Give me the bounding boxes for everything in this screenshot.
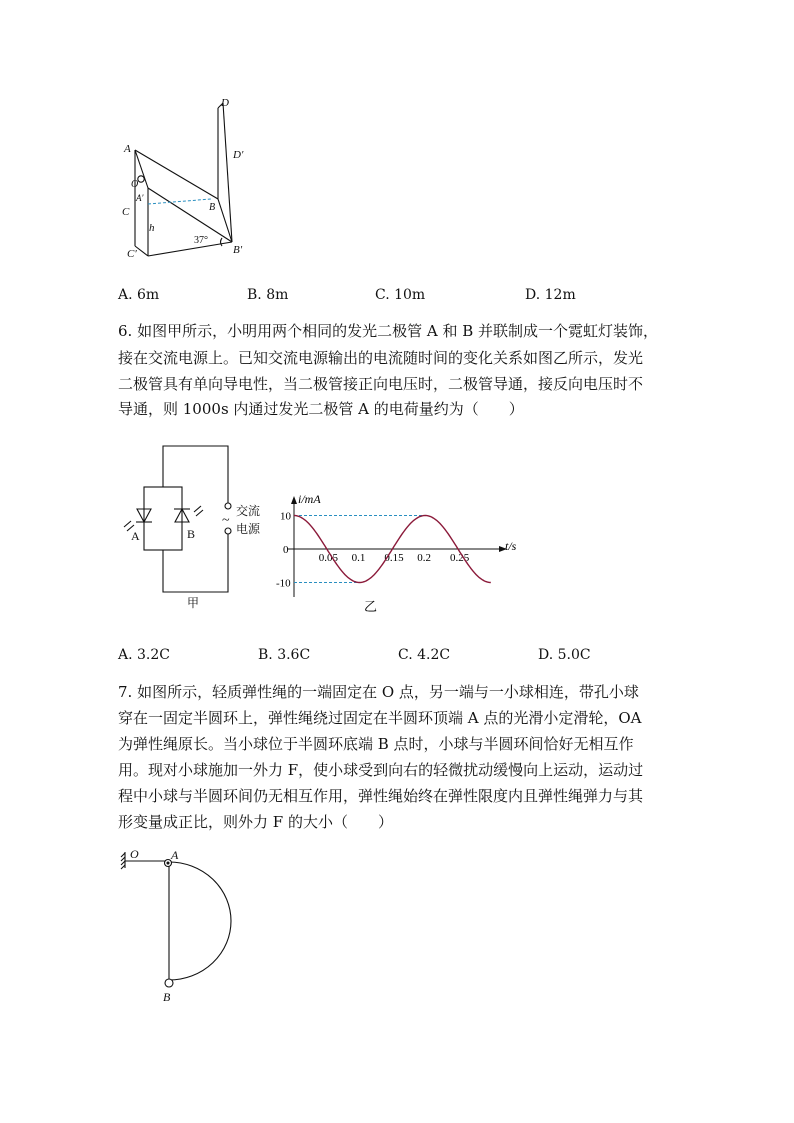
label-Dp: D′ <box>233 149 244 161</box>
label-A: A <box>124 143 131 155</box>
label-O: O <box>130 847 139 861</box>
y-axis-arrow <box>291 496 297 504</box>
semicircle-figure <box>115 845 245 1010</box>
ramp-figure <box>115 95 255 265</box>
ac-tilde: ~ <box>222 513 230 528</box>
q6-line-2: 接在交流电源上。已知交流电源输出的电流随时间的变化关系如图乙所示，发光 <box>118 349 644 367</box>
q7-line-2: 穿在一固定半圆环上，弹性绳绕过固定在半圆环顶端 A 点的光滑小定滑轮，OA <box>118 709 642 727</box>
label-B: B <box>209 202 216 213</box>
q6-line-4: 导通，则 1000s 内通过发光二极管 A 的电荷量约为（ ） <box>118 400 524 418</box>
q7-line-6: 形变量成正比，则外力 F 的大小（ ） <box>118 813 393 831</box>
q6-option-d: D. 5.0C <box>538 647 591 663</box>
label-O: O <box>131 179 139 190</box>
q6-option-b: B. 3.6C <box>258 647 311 663</box>
x-tick-label: 0.25 <box>450 552 470 564</box>
diode-b-label: B <box>187 527 196 541</box>
circuit-diagram <box>115 440 275 615</box>
source-label-1: 交流 <box>236 504 261 518</box>
q7-line-4: 用。现对小球施加一外力 F，使小球受到向右的轻微扰动缓慢向上运动，运动过 <box>118 761 644 779</box>
source-label-2: 电源 <box>236 522 261 536</box>
current-graph <box>276 488 520 616</box>
q5-option-a: A. 6m <box>118 287 160 303</box>
q6-line-1: 6. 如图甲所示，小明用两个相同的发光二极管 A 和 B 并联制成一个霓虹灯装饰， <box>118 322 659 340</box>
label-B: B <box>163 990 171 1004</box>
label-A: A <box>171 848 179 862</box>
x-tick-label: 0.15 <box>384 552 404 564</box>
label-D: D <box>221 97 229 109</box>
label-Bp: B′ <box>233 244 243 256</box>
x-tick-label: 0 <box>283 544 289 556</box>
label-h: h <box>149 222 155 234</box>
diode-a-label: A <box>131 529 140 543</box>
q7-line-1: 7. 如图所示，轻质弹性绳的一端固定在 O 点，另一端与一小球相连，带孔小球 <box>118 683 639 701</box>
label-Ap: A′ <box>136 193 144 203</box>
q6-option-c: C. 4.2C <box>398 647 451 663</box>
x-tick-label: 0.1 <box>351 552 366 564</box>
x-tick-label: 0.2 <box>417 552 431 564</box>
y-tick-label: 10 <box>280 510 291 523</box>
y-axis-label: i/mA <box>298 492 321 506</box>
x-tick-label: 0.05 <box>318 552 339 564</box>
q5-option-c: C. 10m <box>375 287 426 303</box>
q6-line-3: 二极管具有单向导电性，当二极管接正向电压时，二极管导通，接反向电压时不 <box>118 375 644 393</box>
graph-caption: 乙 <box>364 599 378 614</box>
label-C: C <box>122 206 130 218</box>
circuit-caption: 甲 <box>187 596 200 610</box>
label-angle: 37° <box>194 235 208 246</box>
q5-option-b: B. 8m <box>247 287 289 303</box>
q6-option-a: A. 3.2C <box>118 647 170 663</box>
q7-line-5: 程中小球与半圆环间仍无相互作用，弹性绳始终在弹性限度内且弹性绳弹力与其 <box>118 787 644 805</box>
q5-option-d: D. 12m <box>525 287 576 303</box>
x-axis-label: t/s <box>505 539 517 553</box>
q7-line-3: 为弹性绳原长。当小球位于半圆环底端 B 点时，小球与半圆环间恰好无相互作 <box>118 735 634 753</box>
y-tick-label: -10 <box>276 577 291 590</box>
label-Cp: C′ <box>127 248 137 260</box>
